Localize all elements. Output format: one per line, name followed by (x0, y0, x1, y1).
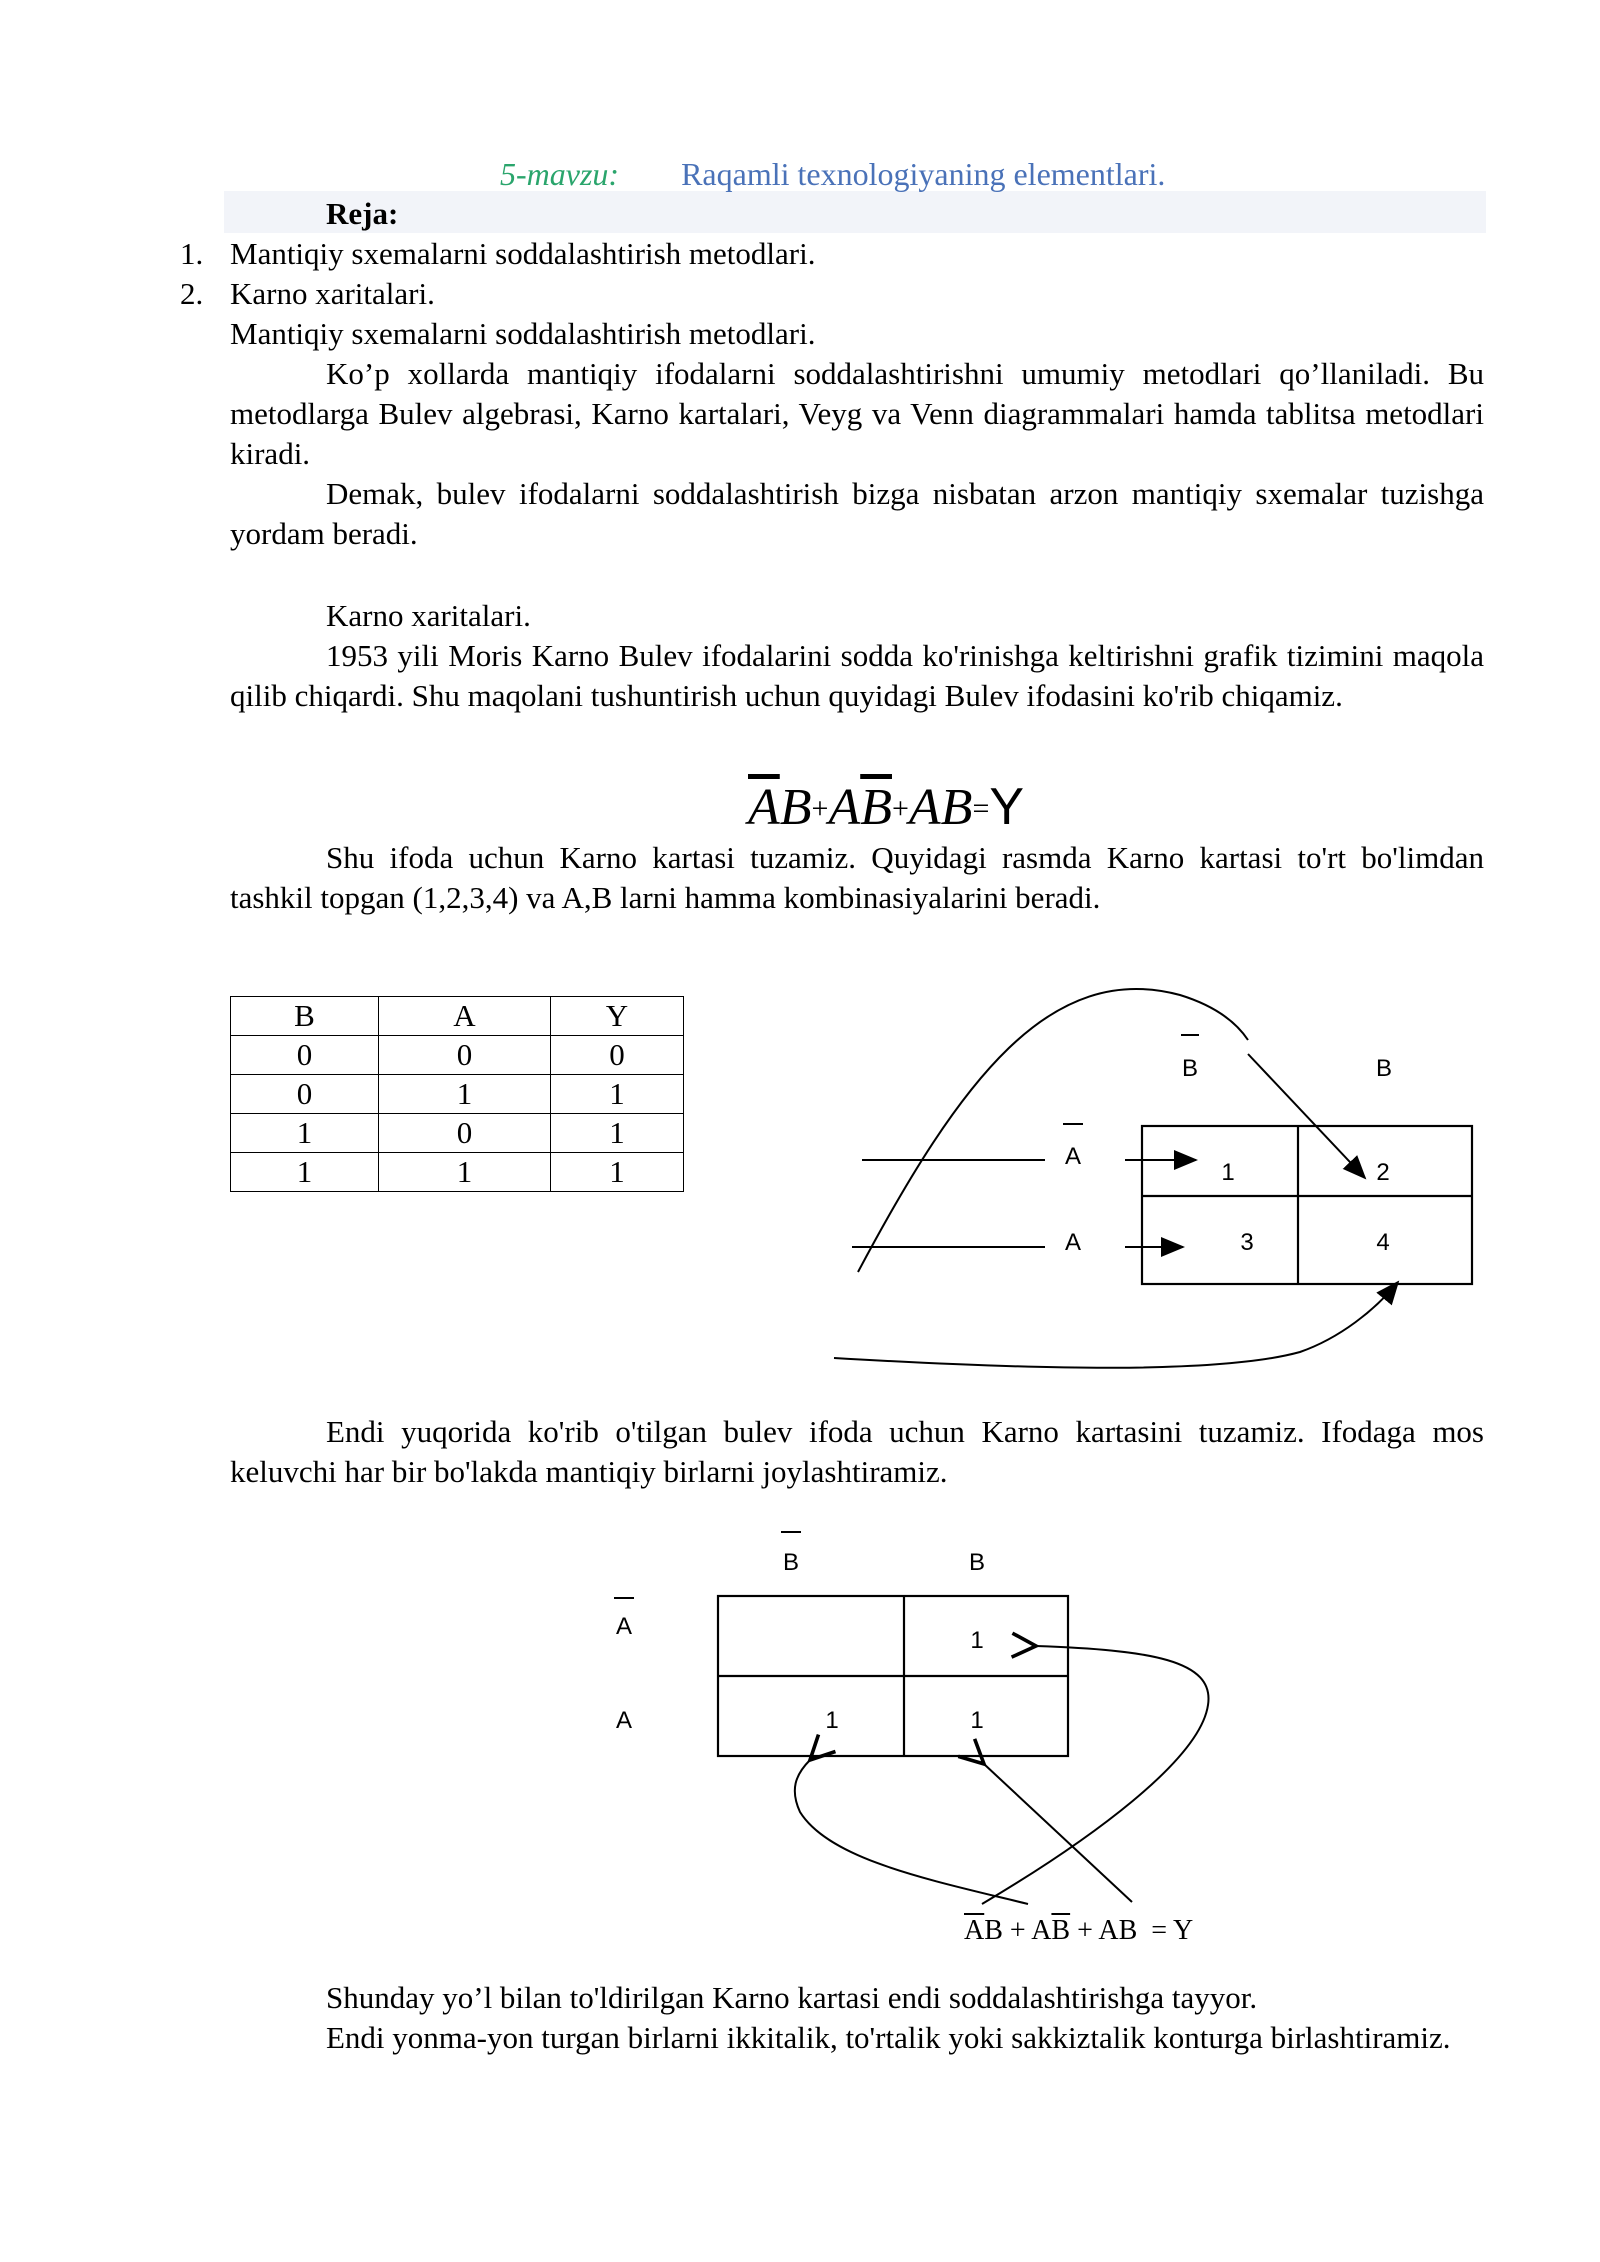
table-cell: 1 (231, 1114, 379, 1153)
kmap2-cell-3: 1 (825, 1707, 839, 1734)
kmap1-cell-4: 4 (1376, 1229, 1390, 1256)
kmap2-arrow-to-cell-2 (982, 1646, 1209, 1904)
table-cell: 1 (551, 1153, 684, 1192)
topic-name: Raqamli texnologiyaning elementlari. (681, 156, 1166, 192)
plan-item-1: Mantiqiy sxemalarni soddalashtirish metodlari. (230, 236, 816, 271)
expr-term3: AB (1098, 1915, 1138, 1946)
plan-item-2: Karno xaritalari. (230, 276, 435, 311)
formula-plus-2: + (891, 792, 909, 825)
formula-plus-1: + (811, 792, 829, 825)
table-cell: 0 (379, 1036, 551, 1075)
table-header-y: Y (551, 997, 684, 1036)
section1-paragraph-1: Ko’p xollarda mantiqiy ifodalarni soddalashtirishni umumiy metodlari qo’llaniladi. Bu metodlarga Bulev algebrasi, Karno kartalari, Veyg va Venn diagrammalari hamda tablitsa metodlari kiradi. (230, 356, 1484, 471)
table-header-a: A (379, 997, 551, 1036)
section2-paragraph-4: Shunday yo’l bilan to'ldirilgan Karno kartasi endi soddalashtirishga tayyor. (326, 1980, 1258, 2015)
kmap2-cell-2: 1 (970, 1627, 984, 1654)
table-cell: 0 (551, 1036, 684, 1075)
section2-text-4 (230, 1978, 1484, 2058)
section2-paragraph-5: Endi yonma-yon turgan birlarni ikkitalik, to'rtalik yoki sakkiztalik konturga birlashtiramiz. (326, 2020, 1451, 2055)
formula-term3: AB (908, 779, 973, 836)
kmap1-row-label-a: A (1064, 1229, 1082, 1256)
table-cell: 0 (231, 1075, 379, 1114)
table-cell: 1 (551, 1075, 684, 1114)
table-cell: 1 (379, 1153, 551, 1192)
plan-item-1-number: 1. (180, 236, 204, 271)
formula-result: Y (989, 778, 1025, 836)
topic-number: 5-mavzu: (500, 156, 620, 192)
kmap2-expression (964, 1914, 1193, 1948)
table-cell: 0 (231, 1036, 379, 1075)
expr-plus-2: + (1077, 1915, 1093, 1946)
formula-term2-a: A (828, 779, 861, 836)
section1-heading: Mantiqiy sxemalarni soddalashtirish metodlari. (230, 316, 816, 351)
plan-heading: Reja: (326, 196, 399, 231)
table-cell: 1 (379, 1075, 551, 1114)
kmap1-cell-1: 1 (1221, 1159, 1235, 1186)
formula-term1-b: B (779, 779, 812, 836)
kmap2-row-label-a-bar: A (615, 1613, 633, 1640)
kmap2-col-label-b-bar: B (782, 1549, 800, 1576)
table-header-b: B (231, 997, 379, 1036)
kmap1-col-label-b: B (1375, 1055, 1393, 1082)
expr-plus-1: + (1009, 1915, 1026, 1946)
kmap2-arrow-to-cell-4 (984, 1764, 1132, 1902)
kmap2-row-label-a: A (615, 1707, 633, 1734)
kmap1-row-label-a-bar: A (1064, 1143, 1082, 1170)
kmap1-cell-2: 2 (1376, 1159, 1390, 1186)
kmap1-col-label-b-bar: B (1181, 1055, 1199, 1082)
kmap2-arrow-to-cell-3 (795, 1760, 1028, 1904)
section2-paragraph-2: Shu ifoda uchun Karno kartasi tuzamiz. Quyidagi rasmda Karno kartasi to'rt bo'limdan tashkil topgan (1,2,3,4) va A,B larni hamma kombinasiyalarini beradi. (230, 840, 1484, 915)
kmap1-cell-3: 3 (1240, 1229, 1254, 1256)
expr-term2-b-bar: $\overline{B}$ (1051, 1915, 1071, 1946)
kmap2-col-label-b: B (968, 1549, 986, 1576)
table-cell: 1 (551, 1114, 684, 1153)
expr-equals: = (1151, 1915, 1168, 1946)
table-cell: 0 (379, 1114, 551, 1153)
kmap2-cell-4: 1 (970, 1707, 984, 1734)
expr-term2-a: A (1031, 1915, 1052, 1946)
expr-term1-a-bar: $\overline{A}$ (964, 1915, 985, 1946)
expr-term1-b: B (984, 1915, 1003, 1946)
table-cell: 1 (231, 1153, 379, 1192)
plan-item-2-number: 2. (180, 276, 204, 311)
section2-paragraph-1: 1953 yili Moris Karno Bulev ifodalarini sodda ko'rinishga keltirishni grafik tizimini maqola qilib chiqardi. Shu maqolani tushuntirish uchun quyidagi Bulev ifodasini ko'rib chiqamiz. (230, 638, 1484, 713)
section1-paragraph-2: Demak, bulev ifodalarni soddalashtirish bizga nisbatan arzon mantiqiy sxemalar tuzishga yordam beradi. (230, 476, 1484, 551)
section2-paragraph-3: Endi yuqorida ko'rib o'tilgan bulev ifoda uchun Karno kartasini tuzamiz. Ifodaga mos keluvchi har bir bo'lakda mantiqiy birlarni joylashtiramiz. (230, 1414, 1484, 1489)
expr-result: Y (1173, 1915, 1194, 1946)
section2-heading: Karno xaritalari. (326, 598, 531, 633)
formula-term1-a-bar: $\overline{A}$ (748, 779, 780, 836)
formula-term2-b-bar: $\overline{B}$ (860, 779, 892, 836)
formula-equals: = (972, 792, 990, 825)
